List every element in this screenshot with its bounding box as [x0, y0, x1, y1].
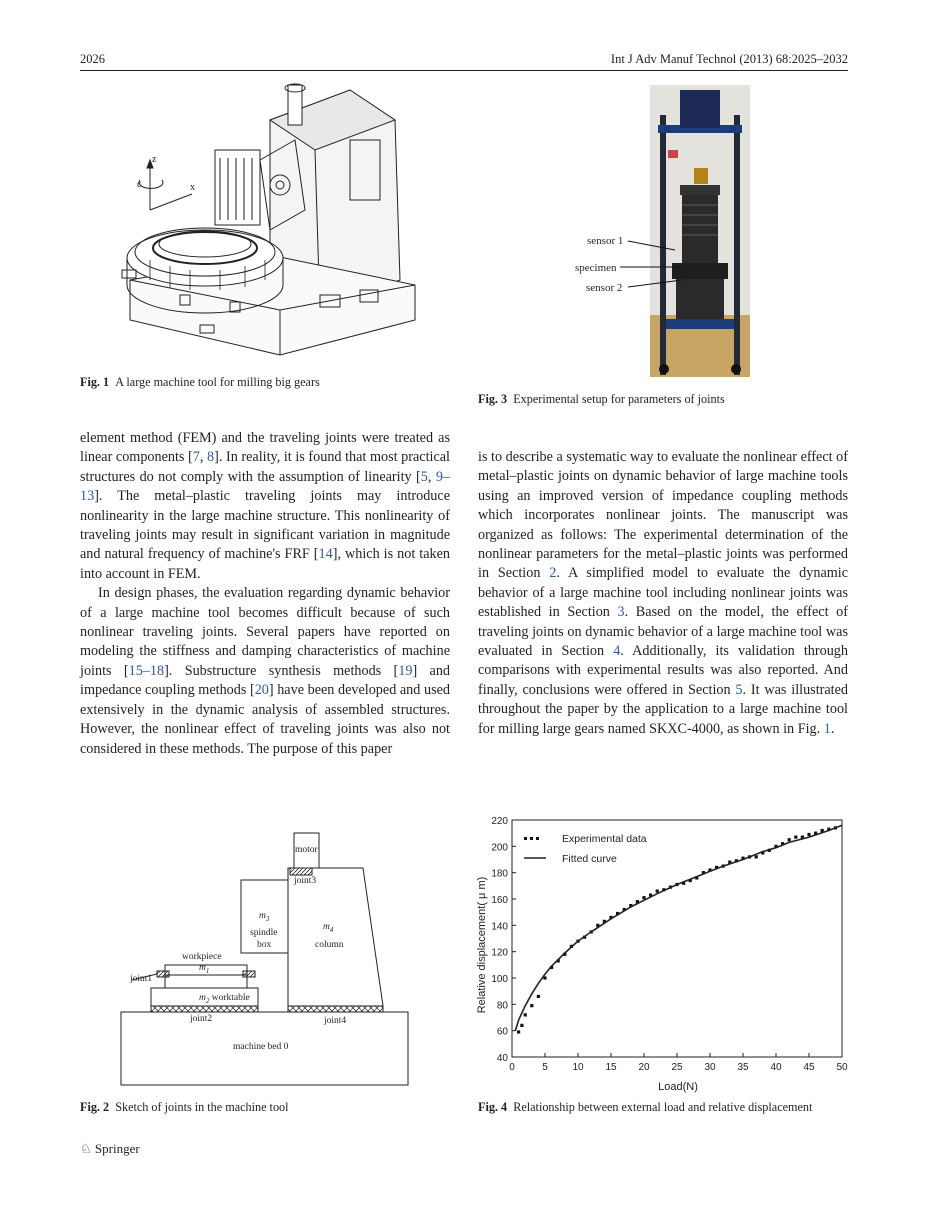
- column1-text: [80, 429, 450, 759]
- ref-link[interactable]: 9–13: [80, 468, 450, 505]
- paragraph-3: is to describe a systematic way to evaluate the nonlinear effect of metal–plastic joints on dynamic behavior of large machine tools using an improved version of impedance coupling methods which incorporates nonlinear joints. The manuscript was organized as follows: The experimental determination of the nonlinear parameters for the metal–plastic joints was performed in Section 2. A simplified model to evaluate the dynamic behavior of a large machine tool including nonlinear joints was established in Section 3. Based on the model, the effect of traveling joints on dynamic behavior of a large machine tool was evaluated in Section 4. Additionally, its validation through comparisons with experimental results was also reported. And finally, conclusions were offered in Section 5. It was illustrated throughout the paper by the application to a large machine tool for milling large gears named SKXC-4000, as shown in Fig. 1.: [478, 449, 849, 737]
- legend-label: Fitted curve: [562, 853, 617, 865]
- y-tick-label: 140: [491, 921, 508, 933]
- x-tick-label: 30: [704, 1062, 716, 1073]
- figure-link[interactable]: 1: [823, 720, 831, 737]
- worktable-label: worktable: [211, 993, 250, 1003]
- spindle-head: [215, 150, 260, 225]
- springer-label: Springer: [94, 1141, 140, 1156]
- m1-label: $m_1$: [199, 963, 210, 975]
- section-link[interactable]: 2: [549, 565, 557, 582]
- fig1-caption-text: A large machine tool for milling big gears: [115, 375, 320, 389]
- x-tick-label: 40: [770, 1062, 782, 1073]
- section-link[interactable]: 4: [613, 643, 621, 660]
- frame-right: [734, 115, 740, 375]
- joint4-label: joint4: [324, 1016, 347, 1026]
- springer-horse-icon: ♘: [80, 1141, 92, 1156]
- page-number: 2026: [80, 52, 105, 66]
- m3-label: $m_3$: [259, 911, 270, 923]
- paragraph-2: In design phases, the evaluation regarding dynamic behavior of a large machine tool becomes difficult because of such nonlinear traveling joints. Several papers have reported on modeling the stiffness and damping characteristics of machine joints [15–18]. Substructure synthesis methods [19] and impedance coupling methods [20] have been developed and used extensively in the dynamic analysis of assembled structures. However, the nonlinear effect of traveling joints was also not considered in these methods. The purpose of this paper: [80, 585, 451, 757]
- m4-label: $m_4$: [323, 922, 334, 934]
- data-point: [520, 1024, 523, 1027]
- joint3-label: joint3: [294, 876, 317, 886]
- y-axis-label: Relative displacement( μ m): [476, 876, 488, 1014]
- joint1-hatch-left: [157, 971, 169, 977]
- ref-link[interactable]: 5: [420, 468, 428, 485]
- data-point: [537, 995, 540, 998]
- y-tick-label: 120: [491, 947, 508, 959]
- axis-c-label: c: [137, 179, 142, 190]
- fig4-label: Fig. 4: [478, 1100, 508, 1114]
- journal-citation: Int J Adv Manuf Technol (2013) 68:2025–2032: [610, 52, 848, 66]
- fig1-caption: [80, 375, 460, 390]
- fig4-caption-text: Relationship between external load and relative displacement: [513, 1100, 813, 1114]
- axis-x-line: [150, 194, 192, 210]
- data-point: [788, 838, 791, 841]
- data-point: [656, 890, 659, 893]
- y-tick-label: 40: [496, 1053, 508, 1064]
- fig3-label: Fig. 3: [478, 392, 508, 406]
- y-tick-label: 160: [491, 895, 508, 906]
- y-tick-label: 180: [491, 868, 508, 880]
- load-cell: [694, 168, 708, 184]
- specimen-label: specimen: [575, 262, 617, 274]
- axis-x-label: x: [190, 182, 195, 193]
- x-tick-label: 5: [542, 1062, 548, 1073]
- x-tick-label: 15: [605, 1062, 617, 1073]
- fig2-label: Fig. 2: [80, 1100, 110, 1114]
- data-point: [807, 833, 810, 836]
- machine-bed-label: machine bed 0: [233, 1042, 289, 1052]
- legend-marker-dots: [530, 837, 533, 840]
- joint4-hatch: [288, 1006, 383, 1012]
- m2-label: $m_2$: [199, 993, 210, 1005]
- legend-marker-dots: [536, 837, 539, 840]
- sensor2-label: sensor 2: [586, 282, 623, 294]
- legend-label: Experimental data: [562, 833, 647, 845]
- header-rule: [80, 70, 848, 71]
- ref-link[interactable]: 14: [318, 546, 333, 563]
- section-link[interactable]: 3: [617, 604, 625, 621]
- x-axis-label: Load(N): [658, 1081, 698, 1093]
- data-point: [517, 1030, 520, 1033]
- joint2-label: joint2: [190, 1014, 213, 1024]
- legend-marker-dots: [524, 837, 527, 840]
- fig4-chart: [470, 810, 855, 1095]
- y-tick-label: 200: [491, 842, 508, 854]
- actuator: [680, 90, 720, 128]
- y-tick-label: 80: [496, 1000, 508, 1012]
- data-point: [524, 1013, 527, 1016]
- joint1-label: joint1: [130, 974, 153, 984]
- fig1-machine-drawing: [120, 80, 420, 360]
- data-point: [794, 836, 797, 839]
- x-tick-label: 10: [572, 1062, 584, 1073]
- fig3-leader-lines: [620, 235, 700, 295]
- data-point: [530, 1004, 533, 1007]
- fig2-caption-text: Sketch of joints in the machine tool: [115, 1100, 289, 1114]
- box-label: box: [257, 940, 272, 950]
- x-tick-label: 35: [737, 1062, 749, 1073]
- ref-link[interactable]: 20: [254, 682, 269, 699]
- x-tick-label: 25: [671, 1062, 683, 1073]
- workpiece-label: workpiece: [182, 952, 222, 962]
- column-label: column: [315, 940, 344, 950]
- ref-link[interactable]: 19: [398, 662, 413, 679]
- column-shape: [288, 868, 383, 1006]
- y-tick-label: 60: [496, 1026, 508, 1038]
- ref-link[interactable]: 8: [207, 449, 215, 466]
- ref-link[interactable]: 15–18: [128, 662, 165, 679]
- joint3-hatch: [290, 868, 312, 875]
- fig3-caption-text: Experimental setup for parameters of joints: [513, 392, 725, 406]
- fig3-photo: [650, 85, 750, 377]
- sensor1-label: sensor 1: [587, 235, 624, 247]
- paragraph-1: element method (FEM) and the traveling joints were treated as linear components [7, 8]. In reality, it is found that most practical structures do not comply with the assumption of linearity [5, 9–13]. The metal–plastic traveling joints may introduce nonlinearity in the large machine structure. This nonlinearity of traveling joints may result in significant variation in magnitude and natural frequency of machine's FRF [14], which is not taken into account in FEM.: [80, 430, 450, 582]
- spindle-label: spindle: [250, 928, 278, 938]
- y-tick-label: 100: [491, 974, 508, 985]
- data-point: [755, 855, 758, 858]
- y-tick-label: 220: [491, 816, 508, 827]
- joint1-hatch-right: [243, 971, 255, 977]
- x-tick-label: 0: [509, 1062, 515, 1073]
- column2-text: [478, 448, 848, 739]
- fig4-caption: [478, 1100, 858, 1115]
- fig3-caption: [478, 392, 858, 407]
- fig1-label: Fig. 1: [80, 375, 110, 389]
- section-link[interactable]: 5: [735, 681, 743, 698]
- axis-z-label: z: [152, 154, 157, 165]
- axis-c-arc: [139, 180, 163, 188]
- x-tick-label: 20: [638, 1062, 650, 1073]
- x-tick-label: 50: [836, 1062, 848, 1073]
- worktable-upper: [165, 975, 247, 988]
- motor-label: motor: [295, 845, 318, 855]
- data-point: [642, 896, 645, 899]
- ref-link[interactable]: 7: [192, 449, 200, 466]
- x-tick-label: 45: [803, 1062, 815, 1073]
- springer-footer: [80, 1141, 140, 1157]
- joint2-hatch: [151, 1006, 258, 1012]
- fig2-caption: [80, 1100, 460, 1115]
